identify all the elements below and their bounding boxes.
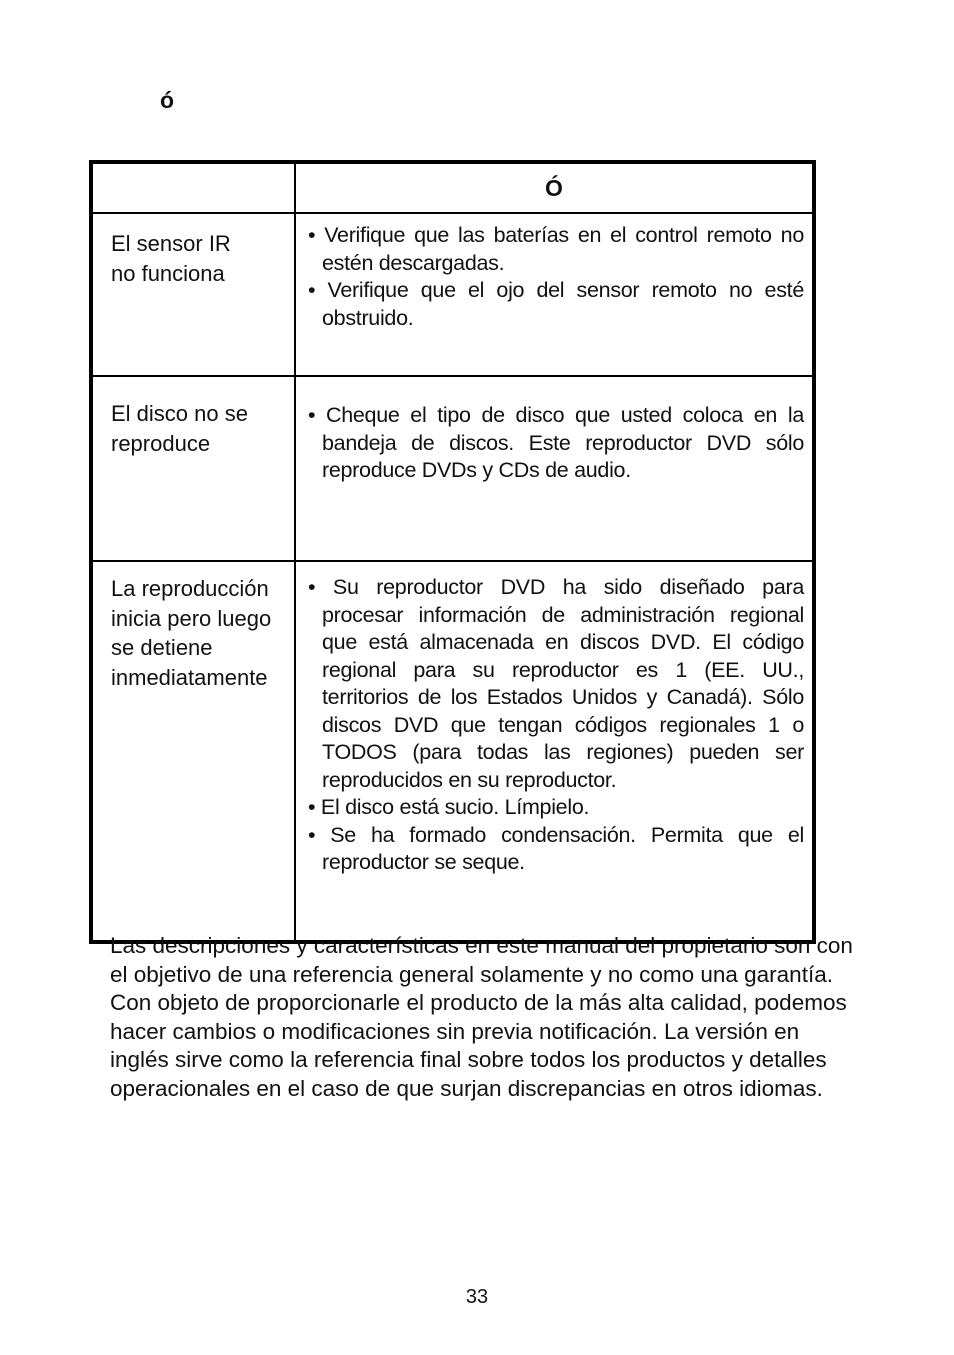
- disclaimer-paragraph: Las descripciones y características en este manual del propietario son con el objetivo de una referencia general solamente y no como una garantía. Con objeto de proporcionarle el producto de la más alta calidad, podemos hacer cambios o modificaciones sin previa notificación. La versión en inglés sirve como la referencia final sobre todos los productos y detalles operacionales en el caso de que surjan discrepancias en otros idiomas.: [110, 933, 853, 1101]
- solution-item: • Verifique que el ojo del sensor remoto no esté obstruido.: [304, 277, 804, 332]
- solution-cell: [295, 561, 814, 942]
- problem-line: La reproducción: [111, 576, 269, 601]
- solution-item: • Su reproductor DVD ha sido diseñado para procesar información de administración regional que está almacenada en discos DVD. El código regional para su reproductor es 1 (EE. UU., territorios de los Estados Unidos y Canadá). Sólo discos DVD que tengan códigos regionales 1 o TODOS (para todas las regiones) pueden ser reproducidos en su reproductor.: [304, 574, 804, 794]
- troubleshooting-table: [89, 160, 816, 944]
- table-row: [91, 561, 814, 942]
- header-problem: [91, 162, 295, 213]
- section-heading: ó: [160, 87, 175, 113]
- table-header-row: [91, 162, 814, 213]
- table-row: [91, 376, 814, 561]
- problem-cell: [91, 376, 295, 561]
- solution-item: • Cheque el tipo de disco que usted coloca en la bandeja de discos. Este reproductor DVD sólo reproduce DVDs y CDs de audio.: [304, 402, 804, 485]
- problem-line: se detiene: [111, 635, 213, 660]
- table-row: [91, 213, 814, 376]
- problem-line: inicia pero luego: [111, 605, 272, 631]
- solution-item: • Verifique que las baterías en el control remoto no estén descargadas.: [304, 222, 804, 277]
- problem-line: El disco no se: [111, 401, 248, 426]
- problem-cell: [91, 213, 295, 376]
- solution-cell: [295, 376, 814, 561]
- page-number: 33: [465, 1286, 489, 1308]
- solution-cell: [295, 213, 814, 376]
- problem-line: no funciona: [111, 260, 225, 286]
- header-solution: Ó: [295, 162, 814, 213]
- solution-item: • Se ha formado condensación. Permita que el reproductor se seque.: [304, 822, 804, 877]
- problem-line: inmediatamente: [111, 664, 268, 690]
- problem-line: reproduce: [111, 430, 211, 456]
- problem-cell: [91, 561, 295, 942]
- problem-line: El sensor IR: [111, 231, 231, 256]
- solution-item: • El disco está sucio. Límpielo.: [304, 794, 804, 822]
